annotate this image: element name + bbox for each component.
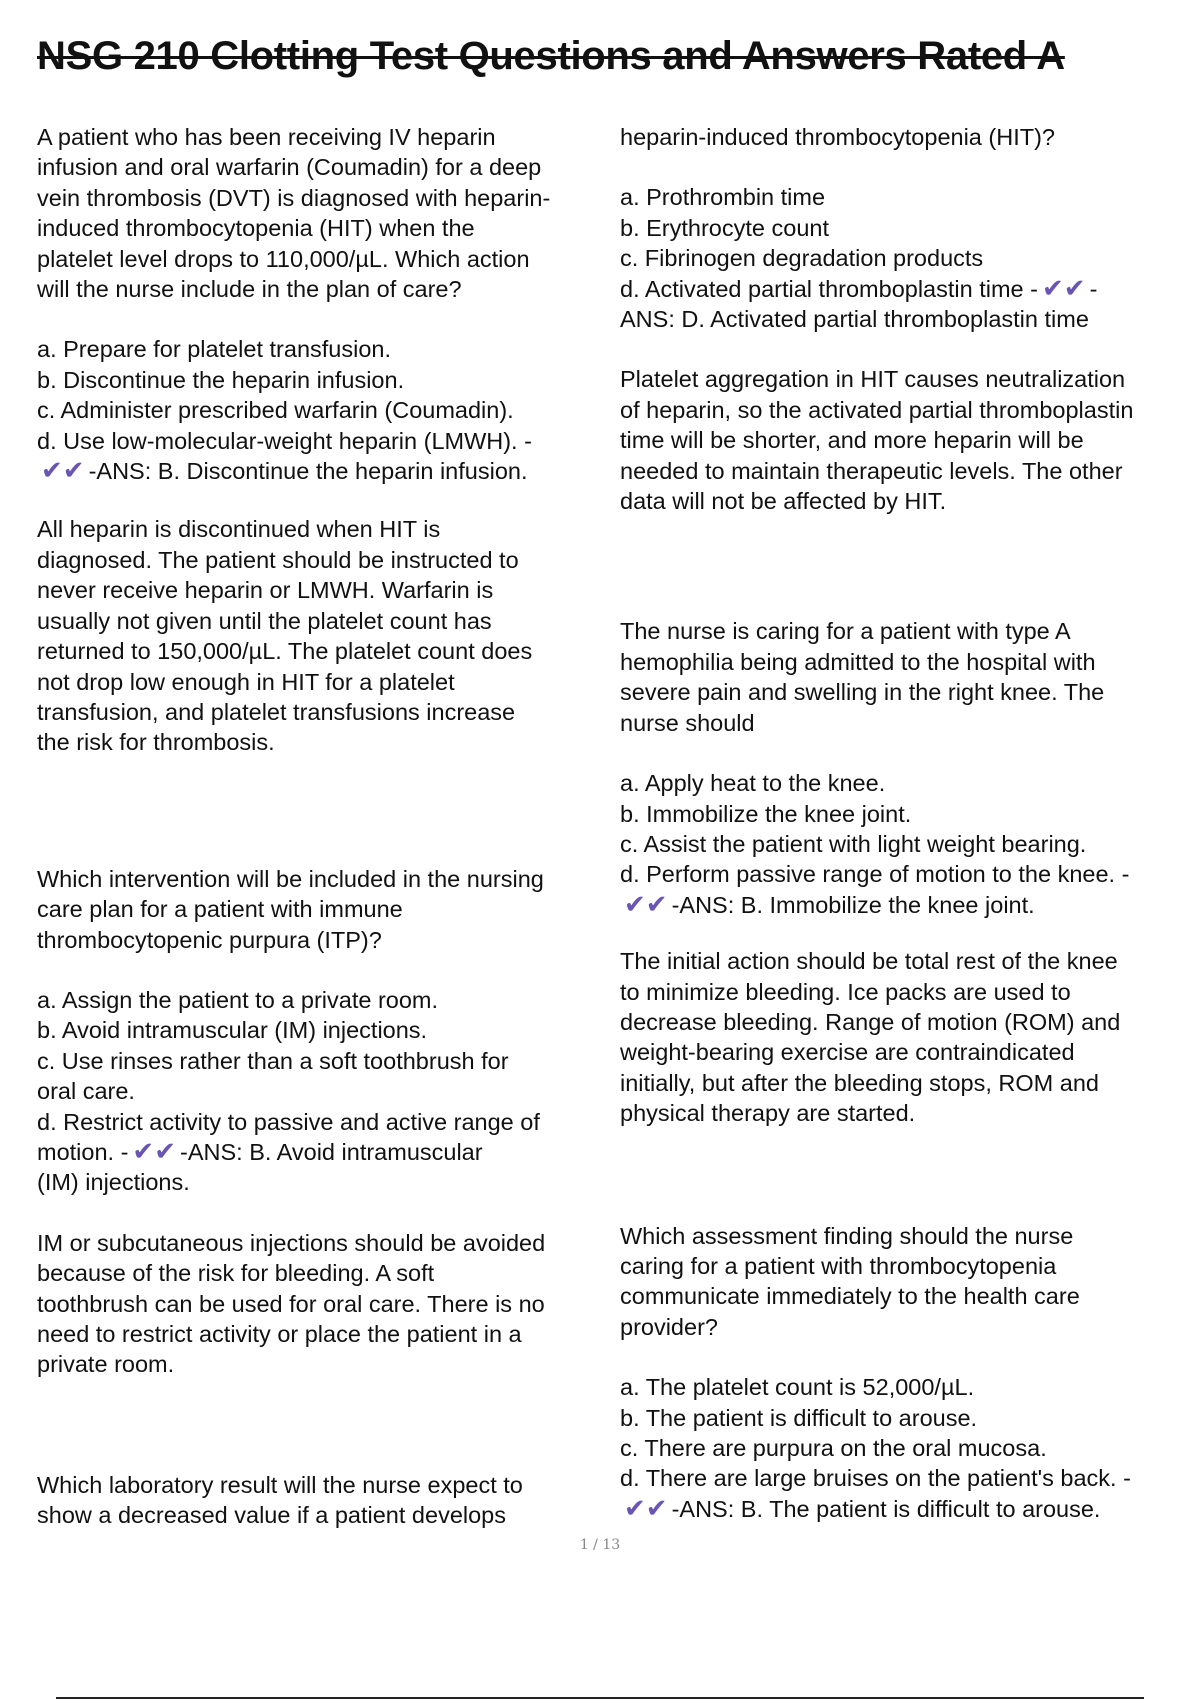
checkmark-icon: ✔✔ [41,455,85,486]
question-3-options: a. Prothrombin time b. Erythrocyte count c. Fibrinogen degradation products [620,184,984,272]
question-1-options: a. Prepare for platelet transfusion. b. Discontinue the heparin infusion. c. Administer prescribed warfarin (Coumadin). d. Use low-molecular-weight heparin (LMWH). - [37,336,532,454]
question-3-option-d: d. Activated partial thromboplastin time - [620,275,1038,302]
question-3-rationale: Platelet aggregation in HIT causes neutralization of heparin, so the activated partial thromboplastin time will be shorter, and more heparin will be needed to maintain therapeutic levels. The other data will not be affected by HIT. [620,366,1134,515]
question-4-answer-line [620,890,1198,920]
checkmark-icon: ✔✔ [624,1492,668,1523]
question-5-stem: Which assessment finding should the nurse caring for a patient with thrombocytopenia communicate immediately to the health care provider? [620,1222,1080,1340]
question-3-stem-cont: heparin-induced thrombocytopenia (HIT)? [620,124,1055,150]
question-1-answer: -ANS: B. Discontinue the heparin infusion. [88,458,528,485]
question-4-answer: -ANS: B. Immobilize the knee joint. [671,891,1035,918]
checkmark-icon: ✔✔ [132,1135,176,1166]
question-5-options: a. The platelet count is 52,000/µL. b. The patient is difficult to arouse. c. There are purpura on the oral mucosa. d. There are large bruises on the patient's back. - [620,1374,1131,1492]
question-3-answer-line [620,274,1198,304]
question-3-answer: ANS: D. Activated partial thromboplastin time [620,306,1089,333]
question-1-answer-line [37,456,605,486]
question-5-answer: -ANS: B. The patient is difficult to arouse. [671,1495,1101,1522]
question-5-answer-line [620,1494,1198,1524]
checkmark-icon: ✔✔ [624,888,668,919]
left-column [37,122,605,1531]
question-4-rationale: The initial action should be total rest of the knee to minimize bleeding. Ice packs are used to decrease bleeding. Range of motion (ROM) and weight-bearing exercise are contraindicated initially, but after the bleeding stops, ROM and physical therapy are started. [620,948,1121,1127]
question-4-stem: The nurse is caring for a patient with type A hemophilia being admitted to the hospital with severe pain and swelling in the right knee. The nurse should [620,618,1105,736]
question-1-rationale: All heparin is discontinued when HIT is diagnosed. The patient should be instructed to never receive heparin or LMWH. Warfarin is usually not given until the platelet count has returned to 150,000/µL. The platelet count does not drop low enough in HIT for a platelet transfusion, and platelet transfusions increase the risk for thrombosis. [37,516,533,756]
page-number: 1 / 13 [579,1537,621,1553]
question-1-stem: A patient who has been receiving IV heparin infusion and oral warfarin (Coumadin) for a deep vein thrombosis (DVT) is diagnosed with heparin- induced thrombocytopenia (HIT) when the platelet level drops to 110,000/µL. Which action will the nurse include in the plan of care? [37,124,551,303]
question-2-answer-cont: (IM) injections. [37,1169,190,1196]
checkmark-icon: ✔✔ [1041,272,1086,303]
question-4-options: a. Apply heat to the knee. b. Immobilize the knee joint. c. Assist the patient with light weight bearing. d. Perform passive range of motion to the knee. - [620,770,1130,888]
question-2-rationale: IM or subcutaneous injections should be avoided because of the risk for bleeding. A soft toothbrush can be used for oral care. There is no need to restrict activity or place the patient in a private room. [37,1229,546,1378]
question-2-option-d-end: motion. - [37,1138,129,1165]
question-2-stem: Which intervention will be included in the nursing care plan for a patient with immune thrombocytopenic purpura (ITP)? [37,865,544,953]
right-column [620,122,1198,1524]
document-title: NSG 210 Clotting Test Questions and Answers Rated A [37,34,1065,78]
footer-divider [56,1697,1144,1699]
question-2-answer: -ANS: B. Avoid intramuscular [180,1138,483,1165]
question-3-answer-dash: - [1089,275,1098,302]
question-3-stem: Which laboratory result will the nurse expect to show a decreased value if a patient develops [37,1471,523,1529]
question-2-answer-line [37,1137,605,1167]
question-2-options: a. Assign the patient to a private room. b. Avoid intramuscular (IM) injections. c. Use rinses rather than a soft toothbrush for oral care. d. Restrict activity to passive and active range of [37,986,540,1135]
